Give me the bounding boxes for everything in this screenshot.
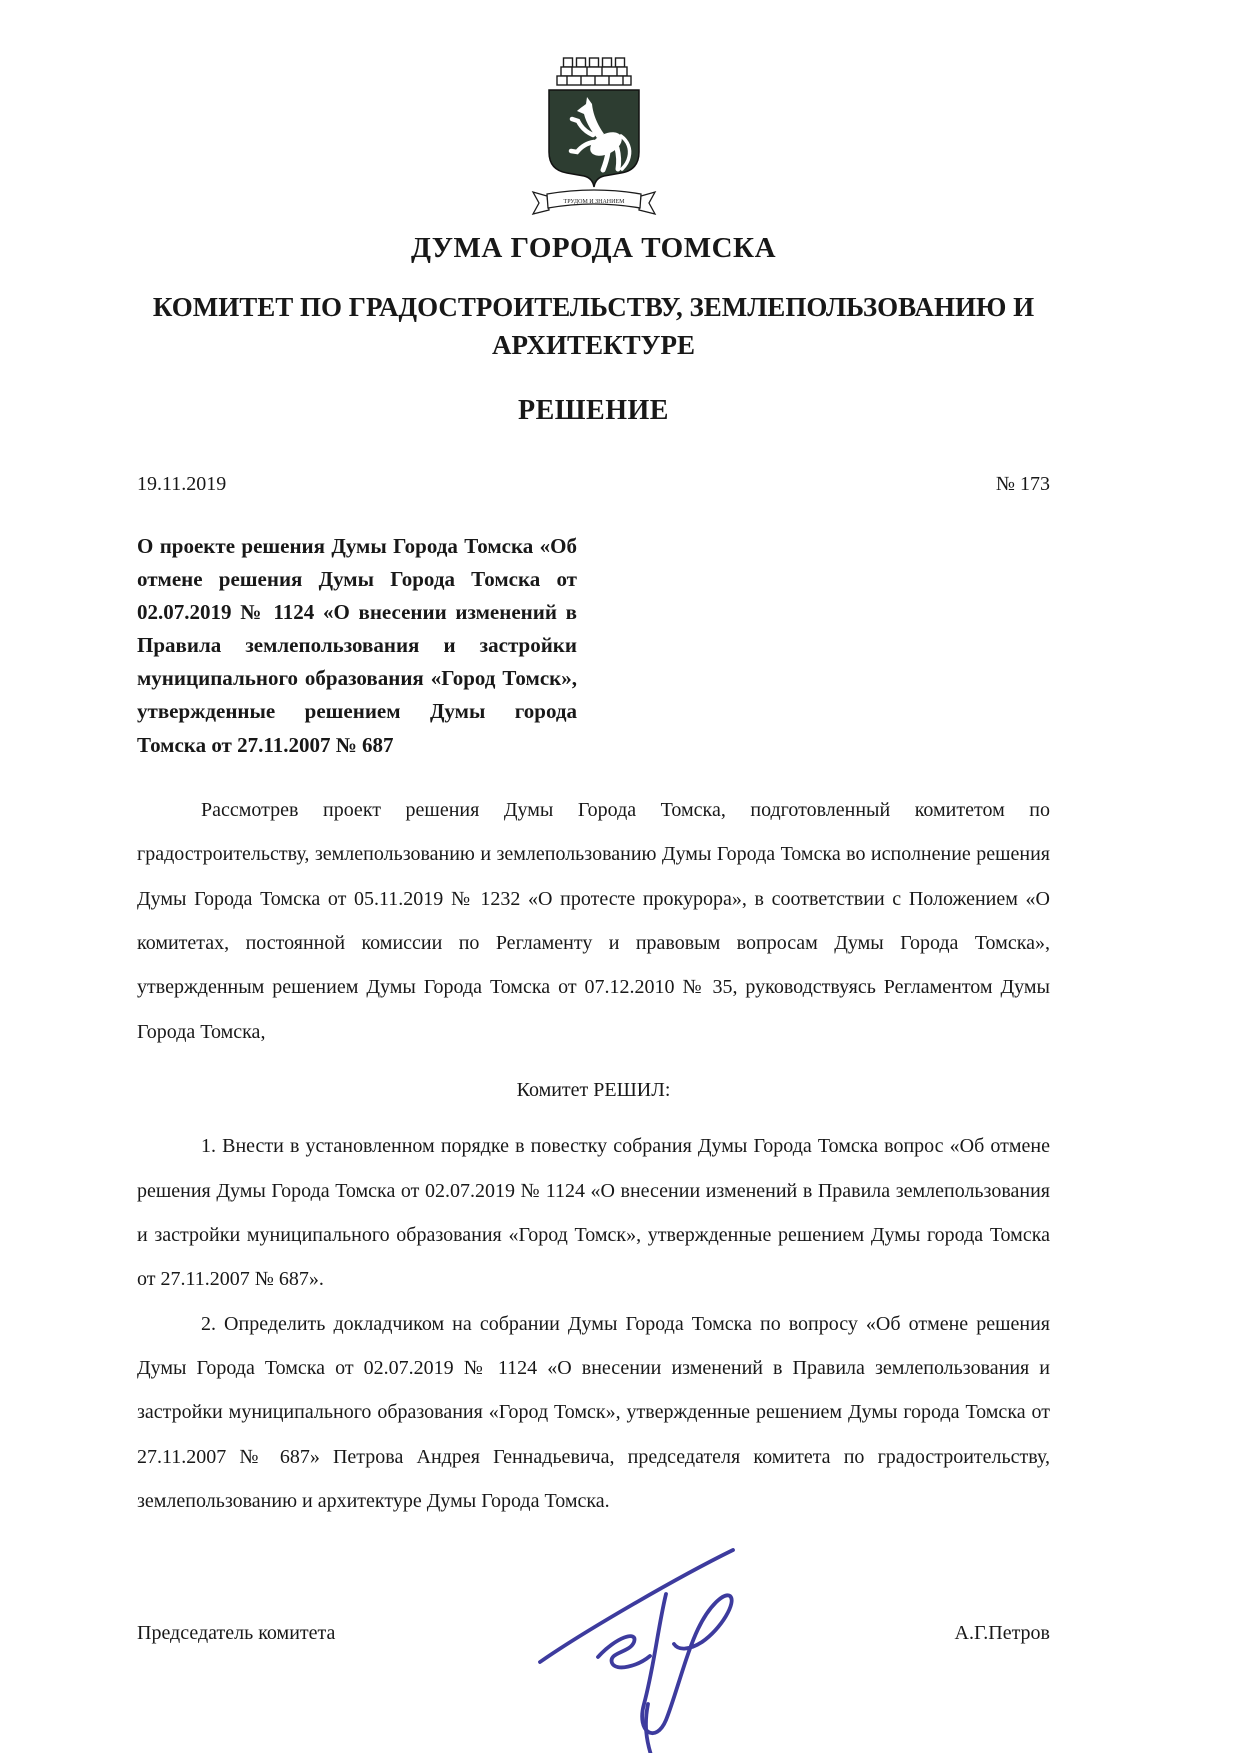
signature-stroke [540, 1550, 733, 1662]
resolution-item-1: 1. Внести в установленном порядке в повестку собрания Думы Города Томска вопрос «Об отмене решения Думы Города Томска от 02.07.2019 № 1124 «О внесении изменений в Правила землепользования и застройки муниципального образования «Город Томск», утвержденные решением Думы города Томска от 27.11.2007 № 687». [137, 1135, 1050, 1291]
mural-crown-icon [557, 58, 631, 85]
date-number-line [137, 473, 1050, 496]
subject-block: О проекте решения Думы Города Томска «Об отмене решения Думы Города Томска от 02.07.2019 № 1124 «О внесении изменений в Правила землепользования и застройки муниципального образования «Город Томск», утвержденные решением Думы города Томска от 27.11.2007 № 687 [137, 533, 577, 757]
document-date: 19.11.2019 [137, 472, 227, 495]
organization-name: ДУМА ГОРОДА ТОМСКА [410, 232, 777, 264]
signature-stroke [642, 1594, 732, 1733]
coat-of-arms [137, 56, 1050, 220]
document-number: № 173 [995, 472, 1050, 495]
tomsk-coat-of-arms-icon [509, 56, 679, 220]
resolution-item-2: 2. Определить докладчиком на собрании Думы Города Томска по вопросу «Об отмене решения Думы Города Томска от 02.07.2019 № 1124 «О внесении изменений в Правила землепользования и застройки муниципального образования «Город Томск», утвержденные решением Думы города Томска от 27.11.2007 № 687» Петрова Андрея Геннадьевича, председателя комитета по градостроительству, землепользованию и архитектуре Думы Города Томска. [137, 1312, 1050, 1513]
motto-text: ТРУДОМ И ЗНАНИЕМ [563, 199, 624, 205]
document-type-title: РЕШЕНИЕ [518, 394, 669, 426]
preamble-paragraph: Рассмотрев проект решения Думы Города Томска, подготовленный комитетом по градостроительству, землепользованию и землепользованию Думы Города Томска во исполнение решения Думы Города Томска от 05.11.2019 № 1232 «О протесте прокурора», в соответствии с Положением «О комитетах, постоянной комиссии по Регламенту и правовым вопросам Думы Города Томска», утвержденным решением Думы Города Томска от 07.12.2010 № 35, руководствуясь Регламентом Думы Города Томска, [137, 798, 1050, 1043]
signer-name: А.Г.Петров [954, 1622, 1050, 1644]
handwritten-signature-icon [528, 1532, 780, 1753]
signer-title: Председатель комитета [137, 1622, 336, 1644]
signature-stroke [646, 1704, 652, 1753]
committee-name: КОМИТЕТ ПО ГРАДОСТРОИТЕЛЬСТВУ, ЗЕМЛЕПОЛЬЗОВАНИЮ И АРХИТЕКТУРЕ [152, 292, 1035, 360]
resolution-heading: Комитет РЕШИЛ: [516, 1079, 671, 1102]
signature-stroke [598, 1636, 650, 1667]
